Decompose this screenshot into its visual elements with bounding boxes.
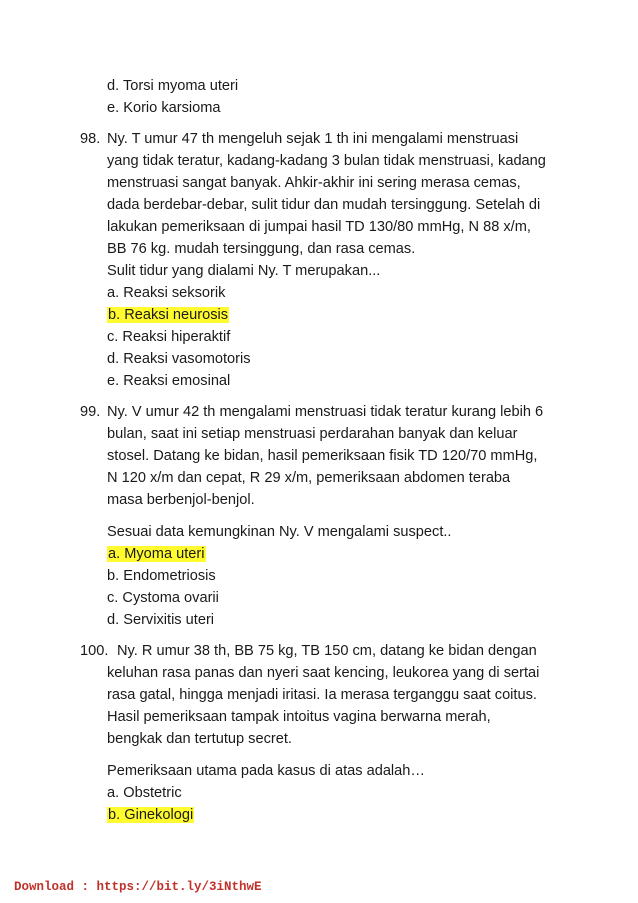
question-text-line: Hasil pemeriksaan tampak intoitus vagina berwarna merah, — [107, 709, 491, 725]
prev-option-d: d. Torsi myoma uteri — [107, 78, 239, 94]
question-text-line: N 120 x/m dan cepat, R 29 x/m, pemeriksaan abdomen teraba — [107, 470, 511, 486]
option-d: d. Reaksi vasomotoris — [107, 351, 251, 367]
question-text-line: rasa gatal, hingga menjadi iritasi. Ia merasa terganggu saat coitus. — [107, 687, 537, 703]
option-b-answer — [107, 306, 229, 326]
question-text-line: bengkak dan tertutup secret. — [107, 731, 292, 747]
prev-option-e: e. Korio karsioma — [107, 100, 221, 116]
option-e: e. Reaksi emosinal — [107, 373, 231, 389]
option-b-answer — [107, 806, 194, 826]
question-number: 100. — [80, 643, 109, 659]
option-c: c. Cystoma ovarii — [107, 590, 219, 606]
question-number: 99. — [80, 404, 101, 420]
question-text-line: yang tidak teratur, kadang-kadang 3 bulan tidak menstruasi, kadang — [107, 153, 546, 169]
question-text-line: stosel. Datang ke bidan, hasil pemeriksaan fisik TD 120/70 mmHg, — [107, 448, 538, 464]
question-text-line: Pemeriksaan utama pada kasus di atas adalah… — [107, 763, 426, 779]
question-text-line: bulan, saat ini setiap menstruasi perdarahan banyak dan keluar — [107, 426, 518, 442]
option-c: c. Reaksi hiperaktif — [107, 329, 231, 345]
download-link[interactable]: Download : https://bit.ly/3iNthwE — [14, 880, 262, 894]
question-text-line: Ny. R umur 38 th, BB 75 kg, TB 150 cm, datang ke bidan dengan — [117, 643, 537, 659]
question-text-line: Ny. T umur 47 th mengeluh sejak 1 th ini mengalami menstruasi — [107, 131, 519, 147]
question-number: 98. — [80, 131, 101, 147]
question-text-line: BB 76 kg. mudah tersinggung, dan rasa cemas. — [107, 241, 416, 257]
question-text-line: lakukan pemeriksaan di jumpai hasil TD 130/80 mmHg, N 88 x/m, — [107, 219, 531, 235]
question-text-line: masa berbenjol-benjol. — [107, 492, 255, 508]
question-text-line: Ny. V umur 42 th mengalami menstruasi tidak teratur kurang lebih 6 — [107, 404, 544, 420]
option-b: b. Endometriosis — [107, 568, 216, 584]
question-text-line: Sulit tidur yang dialami Ny. T merupakan... — [107, 263, 381, 279]
question-text-line: dada berdebar-debar, sulit tidur dan mudah tersinggung. Setelah di — [107, 197, 541, 213]
option-a-answer — [107, 545, 206, 565]
question-text-line: keluhan rasa panas dan nyeri saat kencing, leukorea yang di sertai — [107, 665, 540, 681]
option-d: d. Servixitis uteri — [107, 612, 215, 628]
answer-highlight: b. Reaksi neurosis — [108, 307, 229, 323]
option-a: a. Reaksi seksorik — [107, 285, 226, 301]
answer-highlight: b. Ginekologi — [108, 807, 194, 823]
question-text-line: menstruasi sangat banyak. Ahkir-akhir ini sering merasa cemas, — [107, 175, 521, 191]
option-a: a. Obstetric — [107, 785, 182, 801]
answer-highlight: a. Myoma uteri — [108, 546, 205, 562]
question-text-line: Sesuai data kemungkinan Ny. V mengalami suspect.. — [107, 524, 452, 540]
